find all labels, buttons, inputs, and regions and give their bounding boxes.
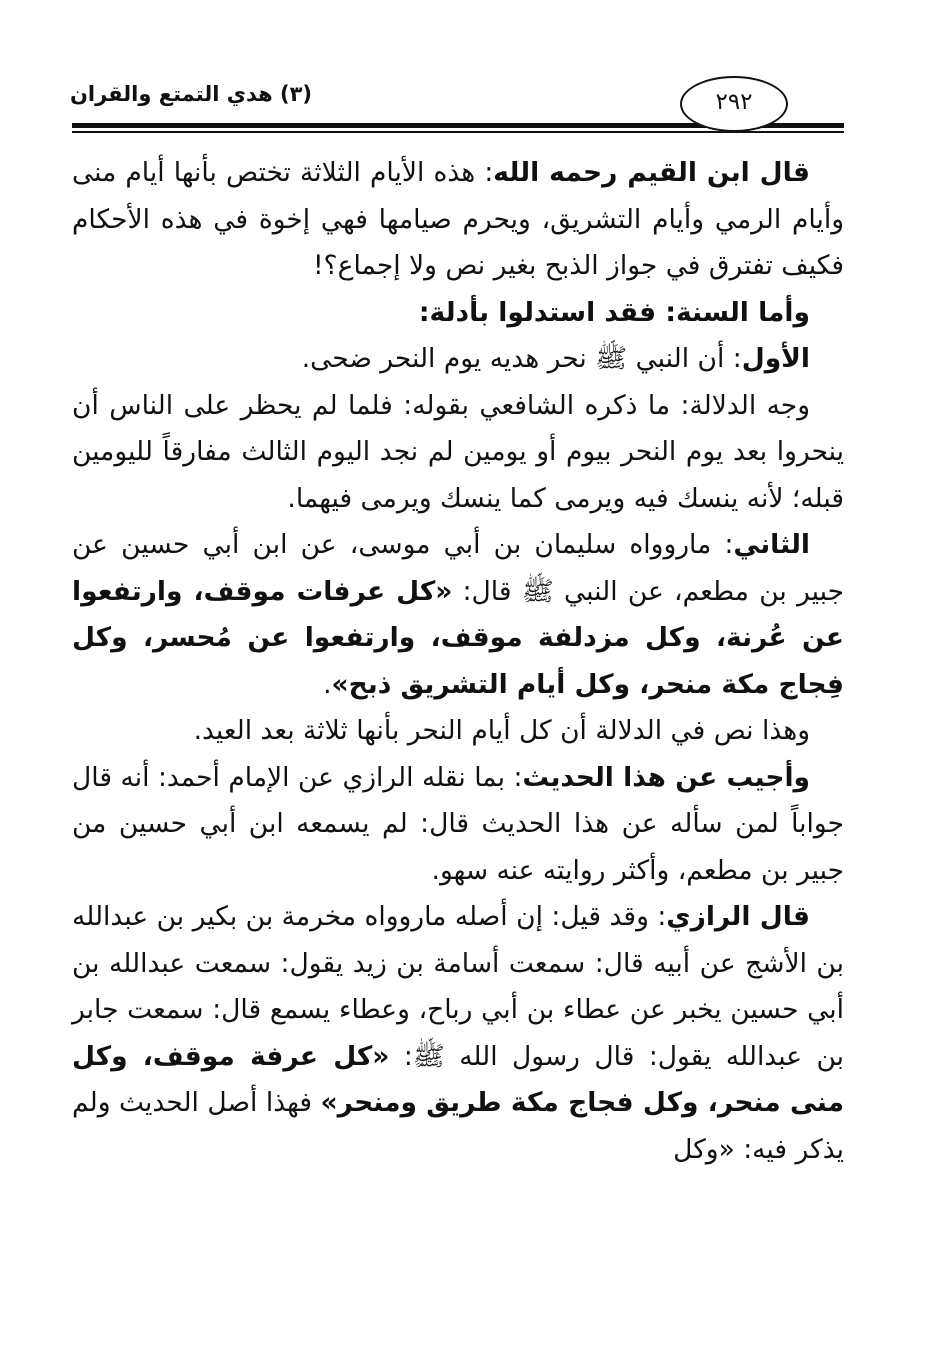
speaker-razi: قال الرازي [666,901,810,932]
label-second: الثاني [733,529,810,560]
text-segment: : هذه الأيام الثلاثة تختص بأنها أيام منى وأيام الرمي وأيام التشريق، ويحرم صيامها فهي إخوة في هذه الأحكام فكيف تفترق في جواز الذبح بغير نص ولا إجماع؟! [72,157,844,281]
paragraph-evidence-aspect [72,383,844,523]
text-segment: : وقد قيل: إن أصله ماروواه مخرمة بن بكير بن عبدالله بن الأشج عن أبيه قال: سمعت أسامة بن زيد يقول: سمعت عبدالله بن أبي حسين يخبر عن عطاء بن أبي رباح، وعطاء يسمع قال: سمعت جابر بن عبدالله يقول: قال رسول الله ﷺ: [72,901,844,1072]
text-segment: : ماروواه سليمان بن أبي موسى، عن ابن أبي حسين عن جبير بن مطعم، عن النبي ﷺ قال: [72,529,844,607]
paragraph-clear-text [72,708,844,755]
paragraph-sunnah-heading [72,290,844,337]
text-segment: : أن النبي ﷺ نحر هديه يوم النحر ضحى. [301,343,742,374]
heading-sunnah: وأما السنة: فقد استدلوا بأدلة: [418,296,810,328]
paragraph-razi [72,894,844,1173]
body-text [72,150,844,1173]
hadith-quote: «كل عرفة موقف، وكل منى منحر، وكل فجاج مكة طريق ومنحر» [72,1040,845,1118]
text-segment: وجه الدلالة: ما ذكره الشافعي بقوله: فلما لم يحظر على الناس أن ينحروا بعد يوم النحر بيوم أو يومين لم نجد اليوم الثالث مفارقاً لليومين قبله؛ لأنه ينسك فيه ويرمى كما ينسك ويرمى فيهما. [72,389,844,514]
running-title: (٣) هدي التمتع والقران [70,82,312,106]
speaker-ibn-qayyim: قال ابن القيم رحمه الله [493,157,810,188]
text-segment: : بما نقله الرازي عن الإمام أحمد: أنه قال جواباً لمن سأله عن هذا الحديث قال: لم يسمعه ابن أبي حسين من جبير بن مطعم، وأكثر روايته عنه سهو. [72,761,844,886]
label-response: وأجيب عن هذا الحديث [522,761,810,793]
text-segment: فهذا أصل الحديث ولم يذكر فيه: «وكل [72,1087,844,1165]
paragraph-ibn-qayyim [72,150,844,290]
page-number-oval [680,76,788,132]
paragraph-second-evidence [72,522,844,708]
text-segment: وهذا نص في الدلالة أن كل أيام النحر بأنها ثلاثة بعد العيد. [193,715,810,746]
page-number: ٢٩٢ [715,89,753,115]
label-first: الأول [741,343,810,374]
paragraph-first-evidence [72,336,844,383]
hadith-quote: «كل عرفات موقف، وارتفعوا عن عُرنة، وكل مزدلفة موقف، وارتفعوا عن مُحسر، وكل فِجاج مكة منحر، وكل أيام التشريق ذبح» [72,575,844,700]
text-segment: . [323,668,332,700]
paragraph-response [72,755,844,895]
